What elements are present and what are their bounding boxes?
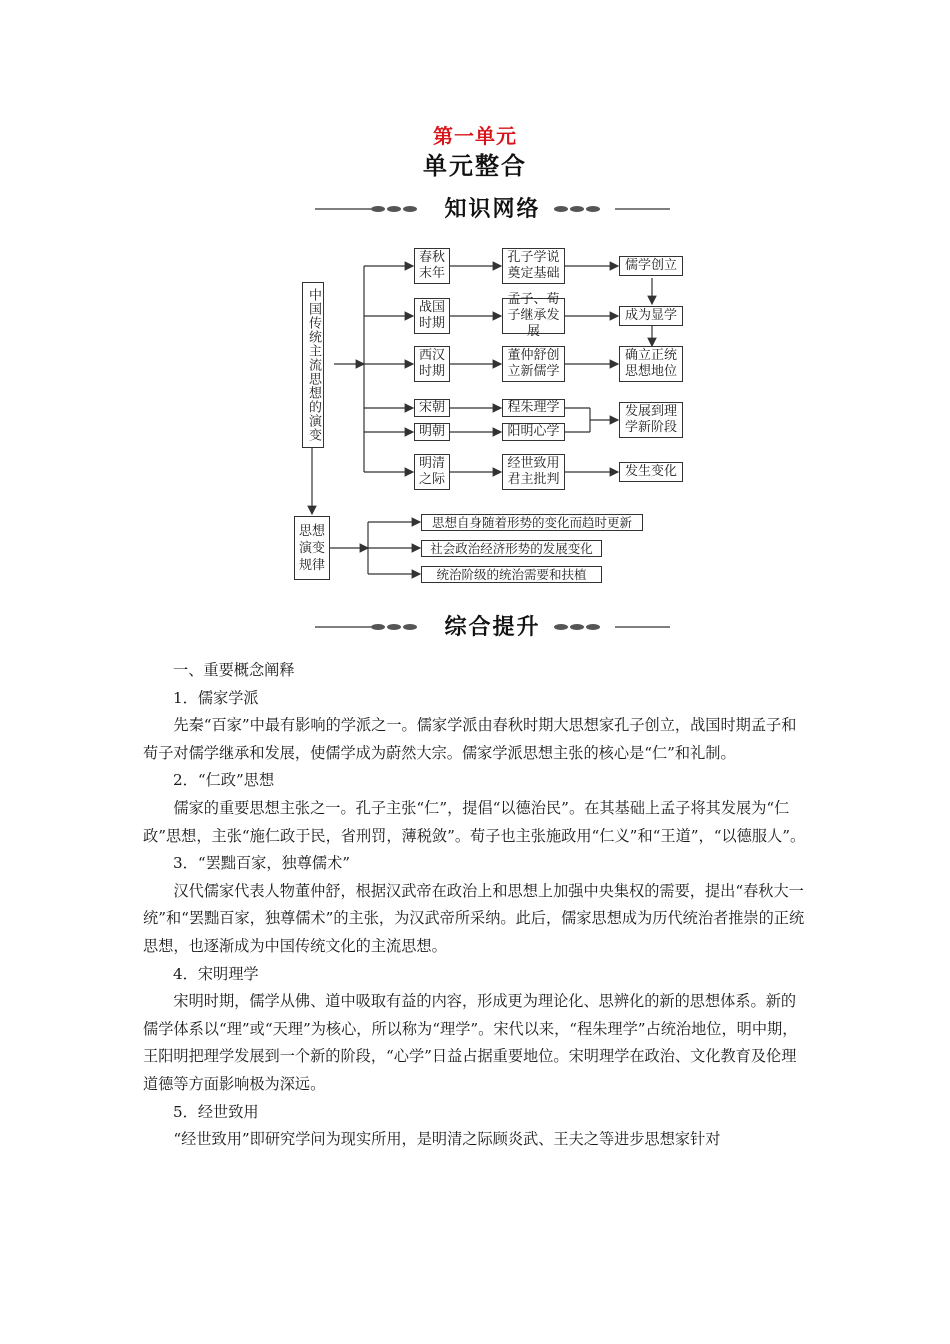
page-title: 单元整合: [423, 151, 527, 180]
item-heading: 3．“罢黜百家，独尊儒术”: [173, 854, 351, 873]
section-title: 知识网络: [444, 196, 541, 222]
result-node: 确立正统思想地位: [619, 346, 683, 382]
section-title: 综合提升: [444, 614, 541, 640]
item-heading: 5．经世致用: [173, 1102, 259, 1121]
item-heading: 4．宋明理学: [173, 964, 259, 983]
result-node: 儒学创立: [619, 256, 683, 276]
period-node: 宋朝: [414, 399, 450, 417]
period-node: 西汉时期: [414, 346, 450, 382]
school-node: 孟子、荀子继承发展: [502, 298, 565, 334]
period-node: 春秋末年: [414, 248, 450, 284]
school-node: 经世致用君主批判: [502, 454, 565, 490]
period-node: 明朝: [414, 423, 450, 441]
school-node: 程朱理学: [502, 399, 565, 417]
result-node: 发生变化: [619, 462, 683, 482]
period-node: 战国时期: [414, 298, 450, 334]
result-node: 成为显学: [619, 306, 683, 326]
law-item: 思想自身随着形势的变化而趋时更新: [421, 514, 643, 531]
result-node: 发展到理学新阶段: [619, 402, 683, 438]
section-header-comprehensive: [315, 612, 670, 642]
item-paragraph: 宋明时期，儒学从佛、道中吸取有益的内容，形成更为理论化、思辨化的新的思想体系。新的儒学体系以“理”或“天理”为核心，所以称为“理学”。宋代以来，“程朱理学”占统治地位，明中期，王阳明把理学发展到一个新的阶段，“心学”日益占据重要地位。宋明理学在政治、文化教育及伦理道德等方面影响极为深远。: [143, 992, 798, 1093]
part-title: 一、重要概念阐释: [173, 661, 295, 679]
document-body: [143, 657, 808, 1154]
item-heading: 1．儒家学派: [173, 688, 259, 707]
school-node: 孔子学说奠定基础: [502, 248, 565, 284]
section-header-knowledge-network: [315, 194, 670, 224]
law-node: 思想演变规律: [294, 516, 330, 580]
unit-label: 第一单元: [433, 124, 517, 148]
item-paragraph: “经世致用”即研究学问为现实所用，是明清之际顾炎武、王夫之等进步思想家针对: [173, 1130, 721, 1149]
diagram-root-node: 中国传统主流思想的演变: [302, 282, 324, 448]
law-item: 社会政治经济形势的发展变化: [421, 540, 602, 557]
item-heading: 2．“仁政”思想: [173, 771, 275, 790]
law-item: 统治阶级的统治需要和扶植: [421, 566, 602, 583]
knowledge-network-diagram: [290, 246, 690, 586]
school-node: 董仲舒创立新儒学: [502, 346, 565, 382]
school-node: 阳明心学: [502, 423, 565, 441]
item-paragraph: 汉代儒家代表人物董仲舒，根据汉武帝在政治上和思想上加强中央集权的需要，提出“春秋大一统”和“罢黜百家，独尊儒术”的主张，为汉武帝所采纳。此后，儒家思想成为历代统治者推崇的正统思想，也逐渐成为中国传统文化的主流思想。: [143, 881, 805, 955]
item-paragraph: 儒家的重要思想主张之一。孔子主张“仁”，提倡“以德治民”。在其基础上孟子将其发展为“仁政”思想，主张“施仁政于民，省刑罚，薄税敛”。荀子也主张施政用“仁义”和“王道”，“以德服人”。: [143, 798, 806, 845]
item-paragraph: 先秦“百家”中最有影响的学派之一。儒家学派由春秋时期大思想家孔子创立，战国时期孟子和荀子对儒学继承和发展，使儒学成为蔚然大宗。儒家学派思想主张的核心是“仁”和礼制。: [143, 716, 797, 762]
period-node: 明清之际: [414, 454, 450, 490]
